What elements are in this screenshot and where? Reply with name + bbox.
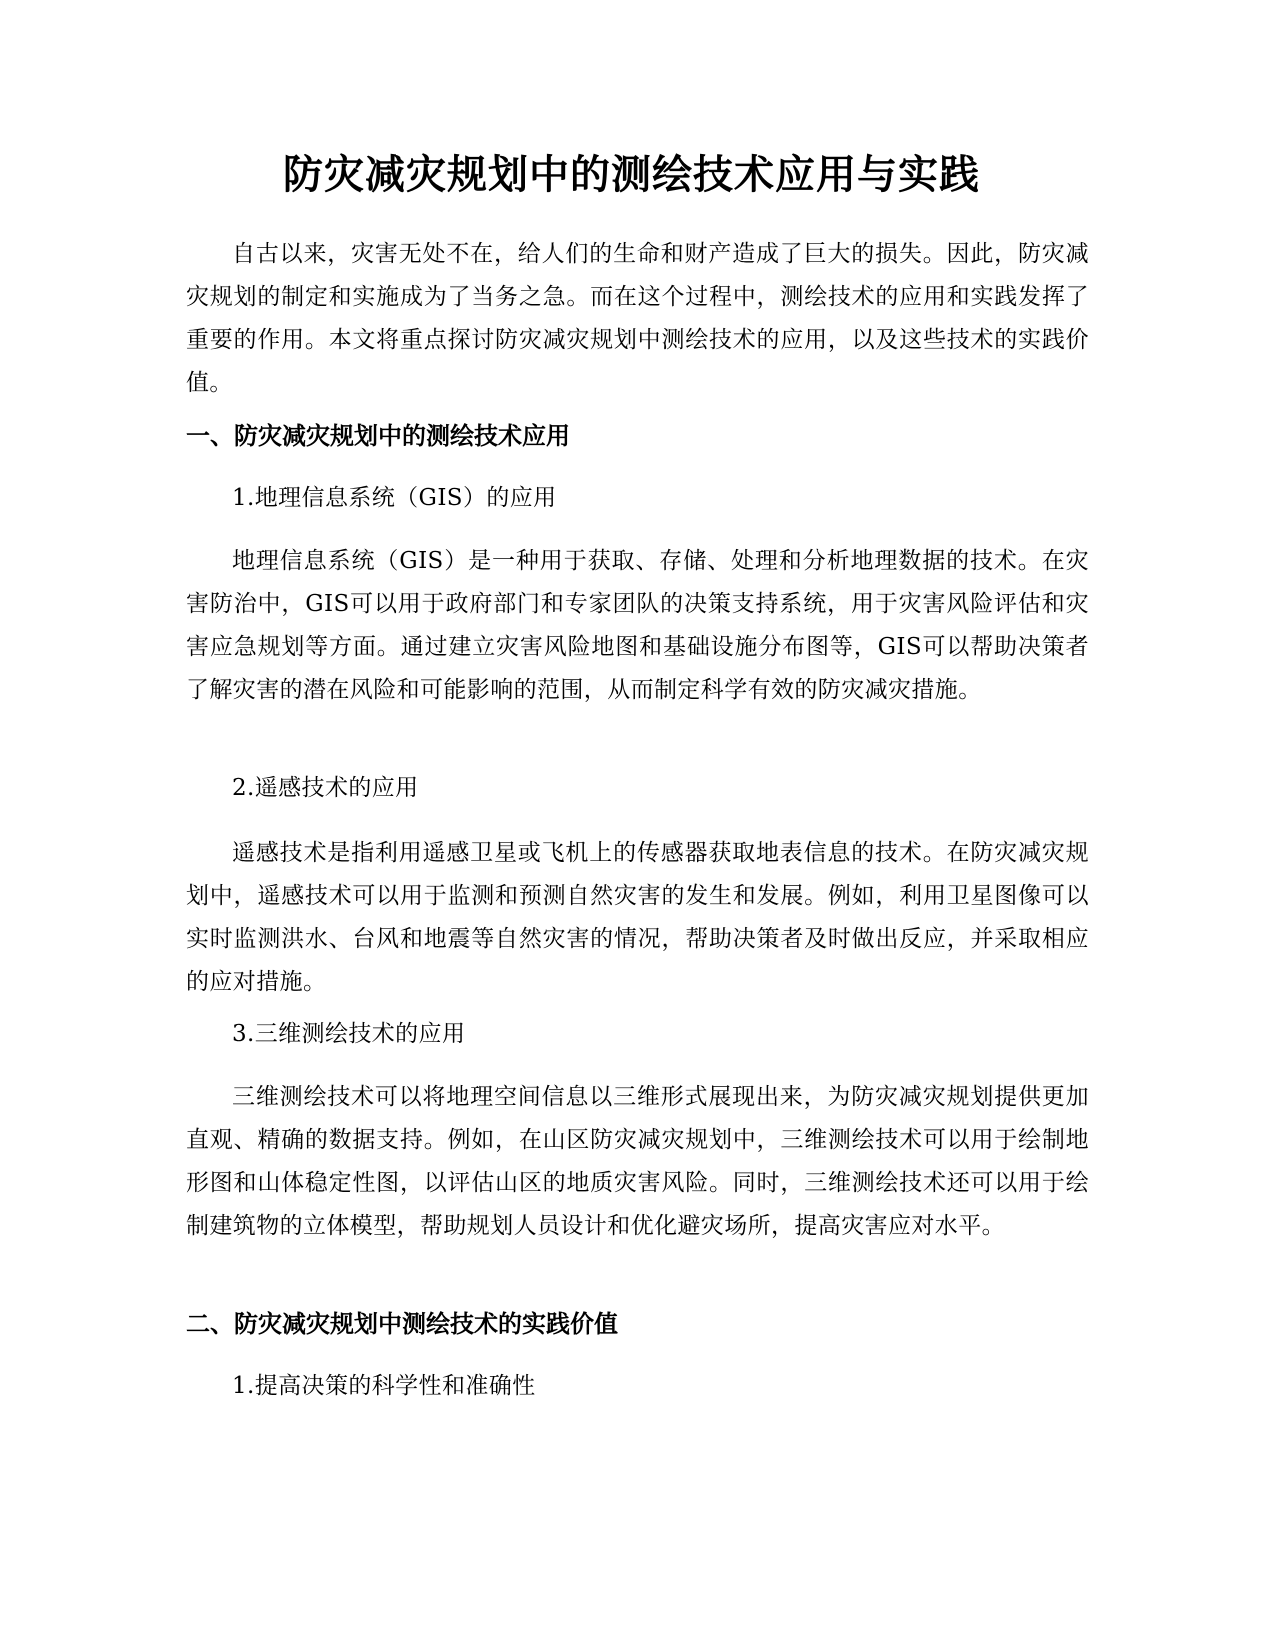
section-2-1-heading: 1.提高决策的科学性和准确性 [232, 1373, 536, 1399]
section-1-heading: 一、防灾减灾规划中的测绘技术应用 [186, 422, 570, 450]
section-1-1-heading: 1.地理信息系统（GIS）的应用 [232, 485, 557, 511]
section-1-2-paragraph: 遥感技术是指利用遥感卫星或飞机上的传感器获取地表信息的技术。在防灾减灾规划中，遥感技术可以用于监测和预测自然灾害的发生和发展。例如，利用卫星图像可以实时监测洪水、台风和地震等自然灾害的情况，帮助决策者及时做出反应，并采取相应的应对措施。 [186, 840, 1089, 995]
document-title: 防灾减灾规划中的测绘技术应用与实践 [283, 152, 980, 198]
intro-paragraph: 自古以来，灾害无处不在，给人们的生命和财产造成了巨大的损失。因此，防灾减灾规划的制定和实施成为了当务之急。而在这个过程中，测绘技术的应用和实践发挥了重要的作用。本文将重点探讨防灾减灾规划中测绘技术的应用，以及这些技术的实践价值。 [186, 241, 1089, 396]
section-2-heading: 二、防灾减灾规划中测绘技术的实践价值 [186, 1310, 618, 1338]
section-1-1-paragraph: 地理信息系统（GIS）是一种用于获取、存储、处理和分析地理数据的技术。在灾害防治中，GIS可以用于政府部门和专家团队的决策支持系统，用于灾害风险评估和灾害应急规划等方面。通过建立灾害风险地图和基础设施分布图等，GIS可以帮助决策者了解灾害的潜在风险和可能影响的范围，从而制定科学有效的防灾减灾措施。 [186, 548, 1089, 703]
section-1-3-paragraph: 三维测绘技术可以将地理空间信息以三维形式展现出来，为防灾减灾规划提供更加直观、精确的数据支持。例如，在山区防灾减灾规划中，三维测绘技术可以用于绘制地形图和山体稳定性图，以评估山区的地质灾害风险。同时，三维测绘技术还可以用于绘制建筑物的立体模型，帮助规划人员设计和优化避灾场所，提高灾害应对水平。 [186, 1084, 1089, 1239]
section-1-2-heading: 2.遥感技术的应用 [232, 775, 419, 801]
section-1-3-heading: 3.三维测绘技术的应用 [232, 1021, 466, 1047]
